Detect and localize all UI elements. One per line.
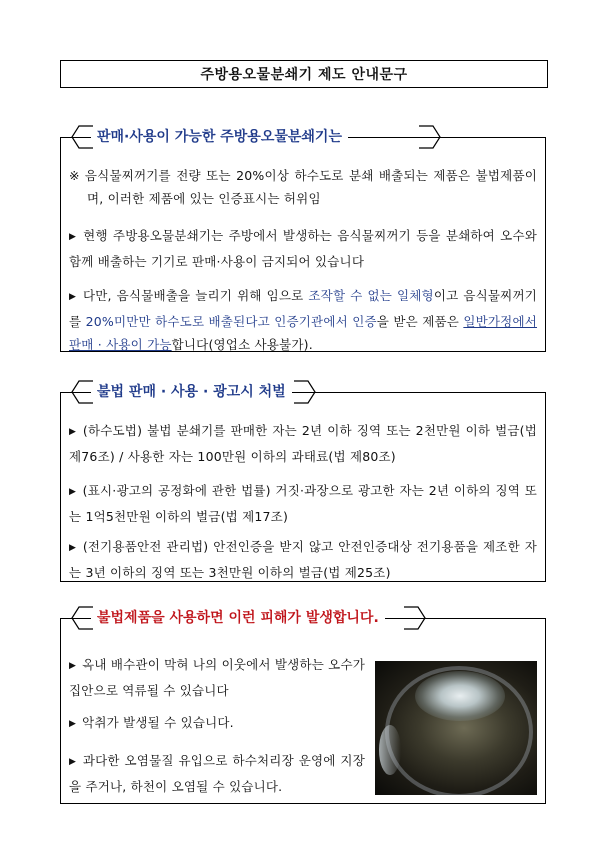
reference-mark-icon: ※: [69, 168, 81, 183]
list-item-text: 옥내 배수관이 막혀 나의 이웃에서 발생하는 오수가 집안으로 역류될 수 있습니다: [69, 657, 365, 698]
triangle-bullet-icon: ▶: [69, 292, 77, 302]
section-damages: [60, 610, 546, 804]
list-item: [69, 653, 365, 702]
list-item-text: (전기용품안전 관리법) 안전인증을 받지 않고 안전인증대상 전기용품을 제조한 자는 3년 이하의 징역 또는 3천만원 이하의 벌금(법 제25조): [69, 539, 538, 580]
section-allowed-products: [60, 129, 546, 352]
list-item: [69, 479, 537, 528]
triangle-bullet-icon: ▶: [69, 719, 77, 729]
list-item: [69, 749, 365, 798]
list-item: [69, 419, 537, 468]
list-item: [69, 535, 537, 584]
triangle-bullet-icon: ▶: [69, 757, 77, 767]
section-heading-text: 불법제품을 사용하면 이런 피해가 발생합니다.: [91, 608, 385, 628]
list-item-text: (하수도법) 불법 분쇄기를 판매한 자는 2년 이하 징역 또는 2천만원 이하 벌금(법 제76조) / 사용한 자는 100만원 이하의 과태료(법 제80조): [69, 423, 537, 464]
emphasis-text: 일반가정에서 판매 · 사용이 가능: [69, 314, 538, 352]
section-heading-text: 판매·사용이 가능한 주방용오물분쇄기는: [91, 127, 348, 147]
light-glint-shape: [379, 725, 401, 775]
emphasis-text: 조작할 수 없는 일체형: [308, 288, 434, 303]
triangle-bullet-icon: ▶: [69, 427, 77, 437]
section-heading-text: 불법 판매 · 사용 · 광고시 처벌: [91, 382, 292, 402]
page-title: 주방용오물분쇄기 제도 안내문구: [60, 60, 548, 88]
section-penalties: [60, 384, 546, 582]
triangle-bullet-icon: ▶: [69, 661, 77, 671]
list-item-text: 과다한 오염물질 유입으로 하수처리장 운영에 지장을 주거나, 하천이 오염될 수 있습니다.: [69, 753, 365, 794]
triangle-bullet-icon: ▶: [69, 487, 77, 497]
list-item-text: 을 받은 제품은: [376, 314, 464, 329]
list-item: [69, 284, 537, 356]
list-item: [69, 711, 365, 737]
list-item-text: 현행 주방용오물분쇄기는 주방에서 발생하는 음식물찌꺼기 등을 분쇄하여 오수와 함께 배출하는 기기로 판매·사용이 금지되어 있습니다: [69, 228, 537, 269]
list-item-text: 합니다(영업소 사용불가).: [171, 337, 313, 352]
emphasis-text: 20%미만만 하수도로 배출된다고 인증기관에서 인증: [85, 314, 377, 329]
clogged-pipe-photo: [375, 661, 537, 795]
notice-text: 음식물찌꺼기를 전량 또는 20%이상 하수도로 분쇄 배출되는 제품은 불법제품이며, 이러한 제품에 있는 인증표시는 허위임: [84, 168, 537, 206]
list-item: [69, 224, 537, 273]
section-heading: [71, 606, 426, 630]
section-heading: [71, 380, 316, 404]
triangle-bullet-icon: ▶: [69, 232, 78, 242]
triangle-bullet-icon: ▶: [69, 543, 77, 553]
notice-paragraph: [69, 164, 537, 210]
list-item-text: (표시·광고의 공정화에 관한 법률) 거짓·과장으로 광고한 자는 2년 이하의 징역 또는 1억5천만원 이하의 벌금(법 제17조): [69, 483, 537, 524]
section-heading: [71, 125, 441, 149]
list-item-text: 이고 음식물찌꺼기를: [69, 288, 538, 329]
list-item-text: 다만, 음식물배출을 늘리기 위해 임으로: [82, 288, 309, 303]
list-item-text: 악취가 발생될 수 있습니다.: [82, 715, 234, 730]
debris-highlight-shape: [415, 671, 505, 721]
